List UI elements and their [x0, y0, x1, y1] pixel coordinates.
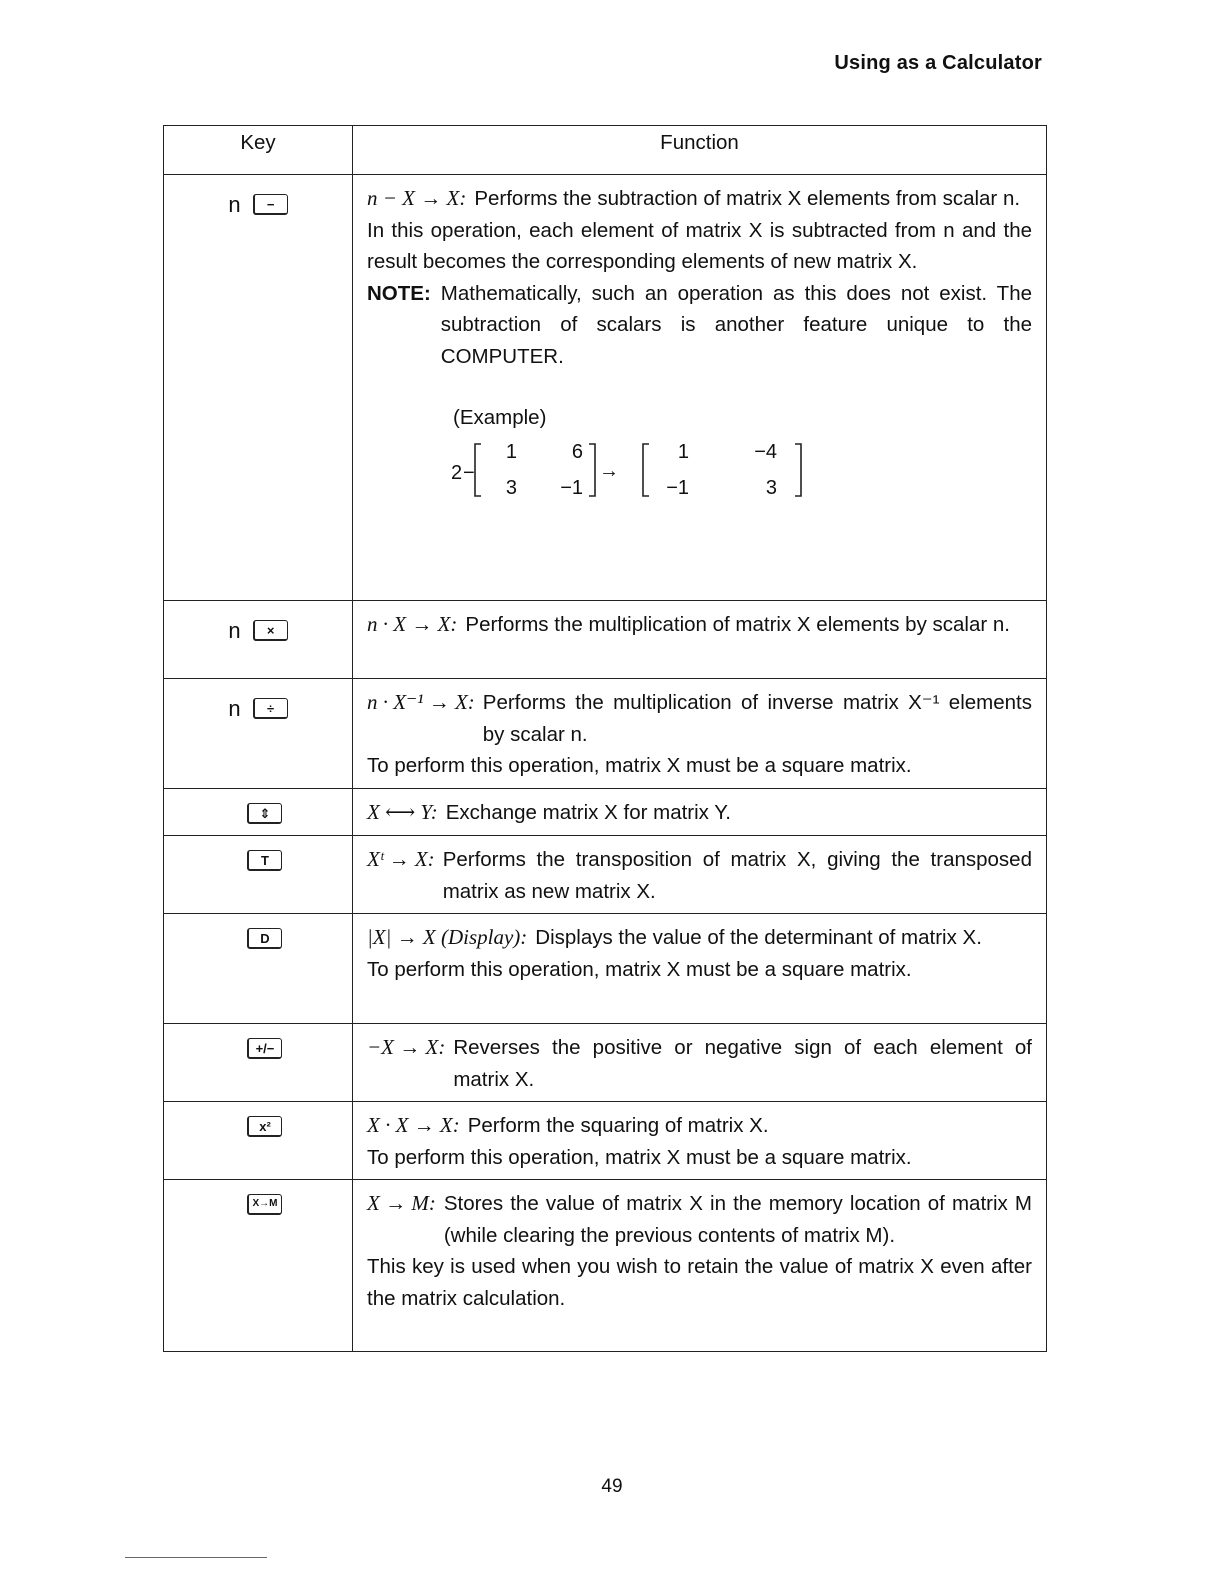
detail-text: In this operation, each element of matrix X is subtracted from n and the result becomes the corresponding elements of new matrix X.: [367, 218, 1032, 273]
key-cell: [164, 1024, 353, 1102]
table-header-row: [164, 126, 1047, 175]
divide-key-icon: ÷: [253, 698, 288, 719]
formula: X · X → X:: [367, 1113, 460, 1137]
description: Performs the multiplication of inverse matrix X⁻¹ elements by scalar n.: [482, 691, 1032, 746]
function-cell: [353, 1024, 1047, 1102]
key-prefix: n: [228, 192, 241, 217]
exchange-key-icon: ⇕: [247, 803, 282, 824]
function-cell: [353, 1102, 1047, 1180]
description: Perform the squaring of matrix X.: [467, 1114, 769, 1137]
note-text: Mathematically, such an operation as this does not exist. The subtraction of scalars is another feature unique to the COMPUTER.: [440, 281, 1032, 368]
example-label: (Example): [453, 406, 547, 429]
multiply-key-icon: ×: [253, 620, 288, 641]
key-cell: [164, 175, 353, 601]
store-memory-key-icon: X→M: [247, 1194, 282, 1215]
matrix-a-cell: −1: [560, 476, 583, 499]
bracket-right-b: [795, 444, 801, 496]
description: Exchange matrix X for matrix Y.: [445, 801, 731, 824]
table-row: [164, 1102, 1047, 1180]
table-row: [164, 1024, 1047, 1102]
key-cell: [164, 1102, 353, 1180]
matrix-example: [451, 436, 821, 506]
formula: |X| → X (Display):: [367, 925, 528, 949]
key-prefix: n: [228, 618, 241, 643]
matrix-b-cell: −4: [754, 440, 777, 463]
formula: X → M:: [367, 1191, 436, 1215]
description: Stores the value of matrix X in the memory location of matrix M (while clearing the previous contents of matrix M).: [443, 1192, 1032, 1247]
key-prefix: n: [228, 696, 241, 721]
description: Reverses the positive or negative sign of each element of matrix X.: [453, 1036, 1032, 1091]
detail-text: To perform this operation, matrix X must be a square matrix.: [367, 1145, 912, 1169]
key-cell: [164, 601, 353, 679]
matrix-a-cell: 1: [505, 440, 517, 463]
function-cell: [353, 679, 1047, 789]
description: Performs the transposition of matrix X, giving the transposed matrix as new matrix X.: [442, 848, 1032, 903]
description: Displays the value of the determinant of matrix X.: [535, 926, 982, 949]
function-cell: [353, 1180, 1047, 1352]
table-row: [164, 679, 1047, 789]
key-cell: [164, 789, 353, 836]
function-cell: [353, 836, 1047, 914]
transpose-key-icon: T: [247, 850, 282, 871]
example-minus: −: [463, 461, 475, 484]
running-header: Using as a Calculator: [834, 52, 1042, 74]
table-row: [164, 175, 1047, 601]
page-number: 49: [601, 1476, 623, 1497]
table-row: [164, 789, 1047, 836]
key-cell: [164, 914, 353, 1024]
key-cell: [164, 836, 353, 914]
note: [367, 278, 1032, 373]
matrix-b-cell: −1: [666, 476, 689, 499]
bracket-left-b: [643, 444, 649, 496]
note-label: NOTE:: [367, 281, 431, 305]
function-cell: [353, 914, 1047, 1024]
square-key-icon: x²: [247, 1116, 282, 1137]
function-cell: [353, 789, 1047, 836]
formula: n · X → X:: [367, 612, 458, 636]
key-function-table: [163, 125, 1047, 1352]
bracket-left-a: [475, 444, 481, 496]
example-arrow: →: [599, 459, 619, 482]
column-header-key: Key: [164, 126, 353, 175]
formula: n − X → X:: [367, 186, 467, 210]
table-row: [164, 836, 1047, 914]
formula: X ⟷ Y:: [367, 800, 438, 824]
formula: −X → X:: [367, 1035, 446, 1059]
matrix-b-cell: 3: [765, 476, 777, 499]
matrix-b-cell: 1: [677, 440, 689, 463]
minus-key-icon: −: [253, 194, 288, 215]
description: Performs the multiplication of matrix X elements by scalar n.: [465, 613, 1010, 636]
detail-text: This key is used when you wish to retain the value of matrix X even after the matrix calculation.: [367, 1255, 1032, 1310]
formula: Xᵗ → X:: [367, 847, 435, 871]
example-scalar: 2: [451, 461, 463, 484]
function-cell: [353, 601, 1047, 679]
footer-rule: [125, 1557, 267, 1558]
determinant-key-icon: D: [247, 928, 282, 949]
formula: n · X⁻¹ → X:: [367, 690, 475, 714]
detail-text: To perform this operation, matrix X must be a square matrix.: [367, 754, 912, 777]
table-row: [164, 601, 1047, 679]
matrix-a-cell: 6: [571, 440, 583, 463]
table-row: [164, 1180, 1047, 1352]
description: Performs the subtraction of matrix X elements from scalar n.: [474, 187, 1021, 210]
detail-text: To perform this operation, matrix X must be a square matrix.: [367, 957, 912, 981]
table-row: [164, 914, 1047, 1024]
key-cell: [164, 1180, 353, 1352]
function-cell: [353, 175, 1047, 601]
column-header-function: Function: [353, 126, 1047, 175]
key-cell: [164, 679, 353, 789]
bracket-right-a: [589, 444, 595, 496]
matrix-a-cell: 3: [505, 476, 517, 499]
sign-change-key-icon: +/−: [247, 1038, 282, 1059]
